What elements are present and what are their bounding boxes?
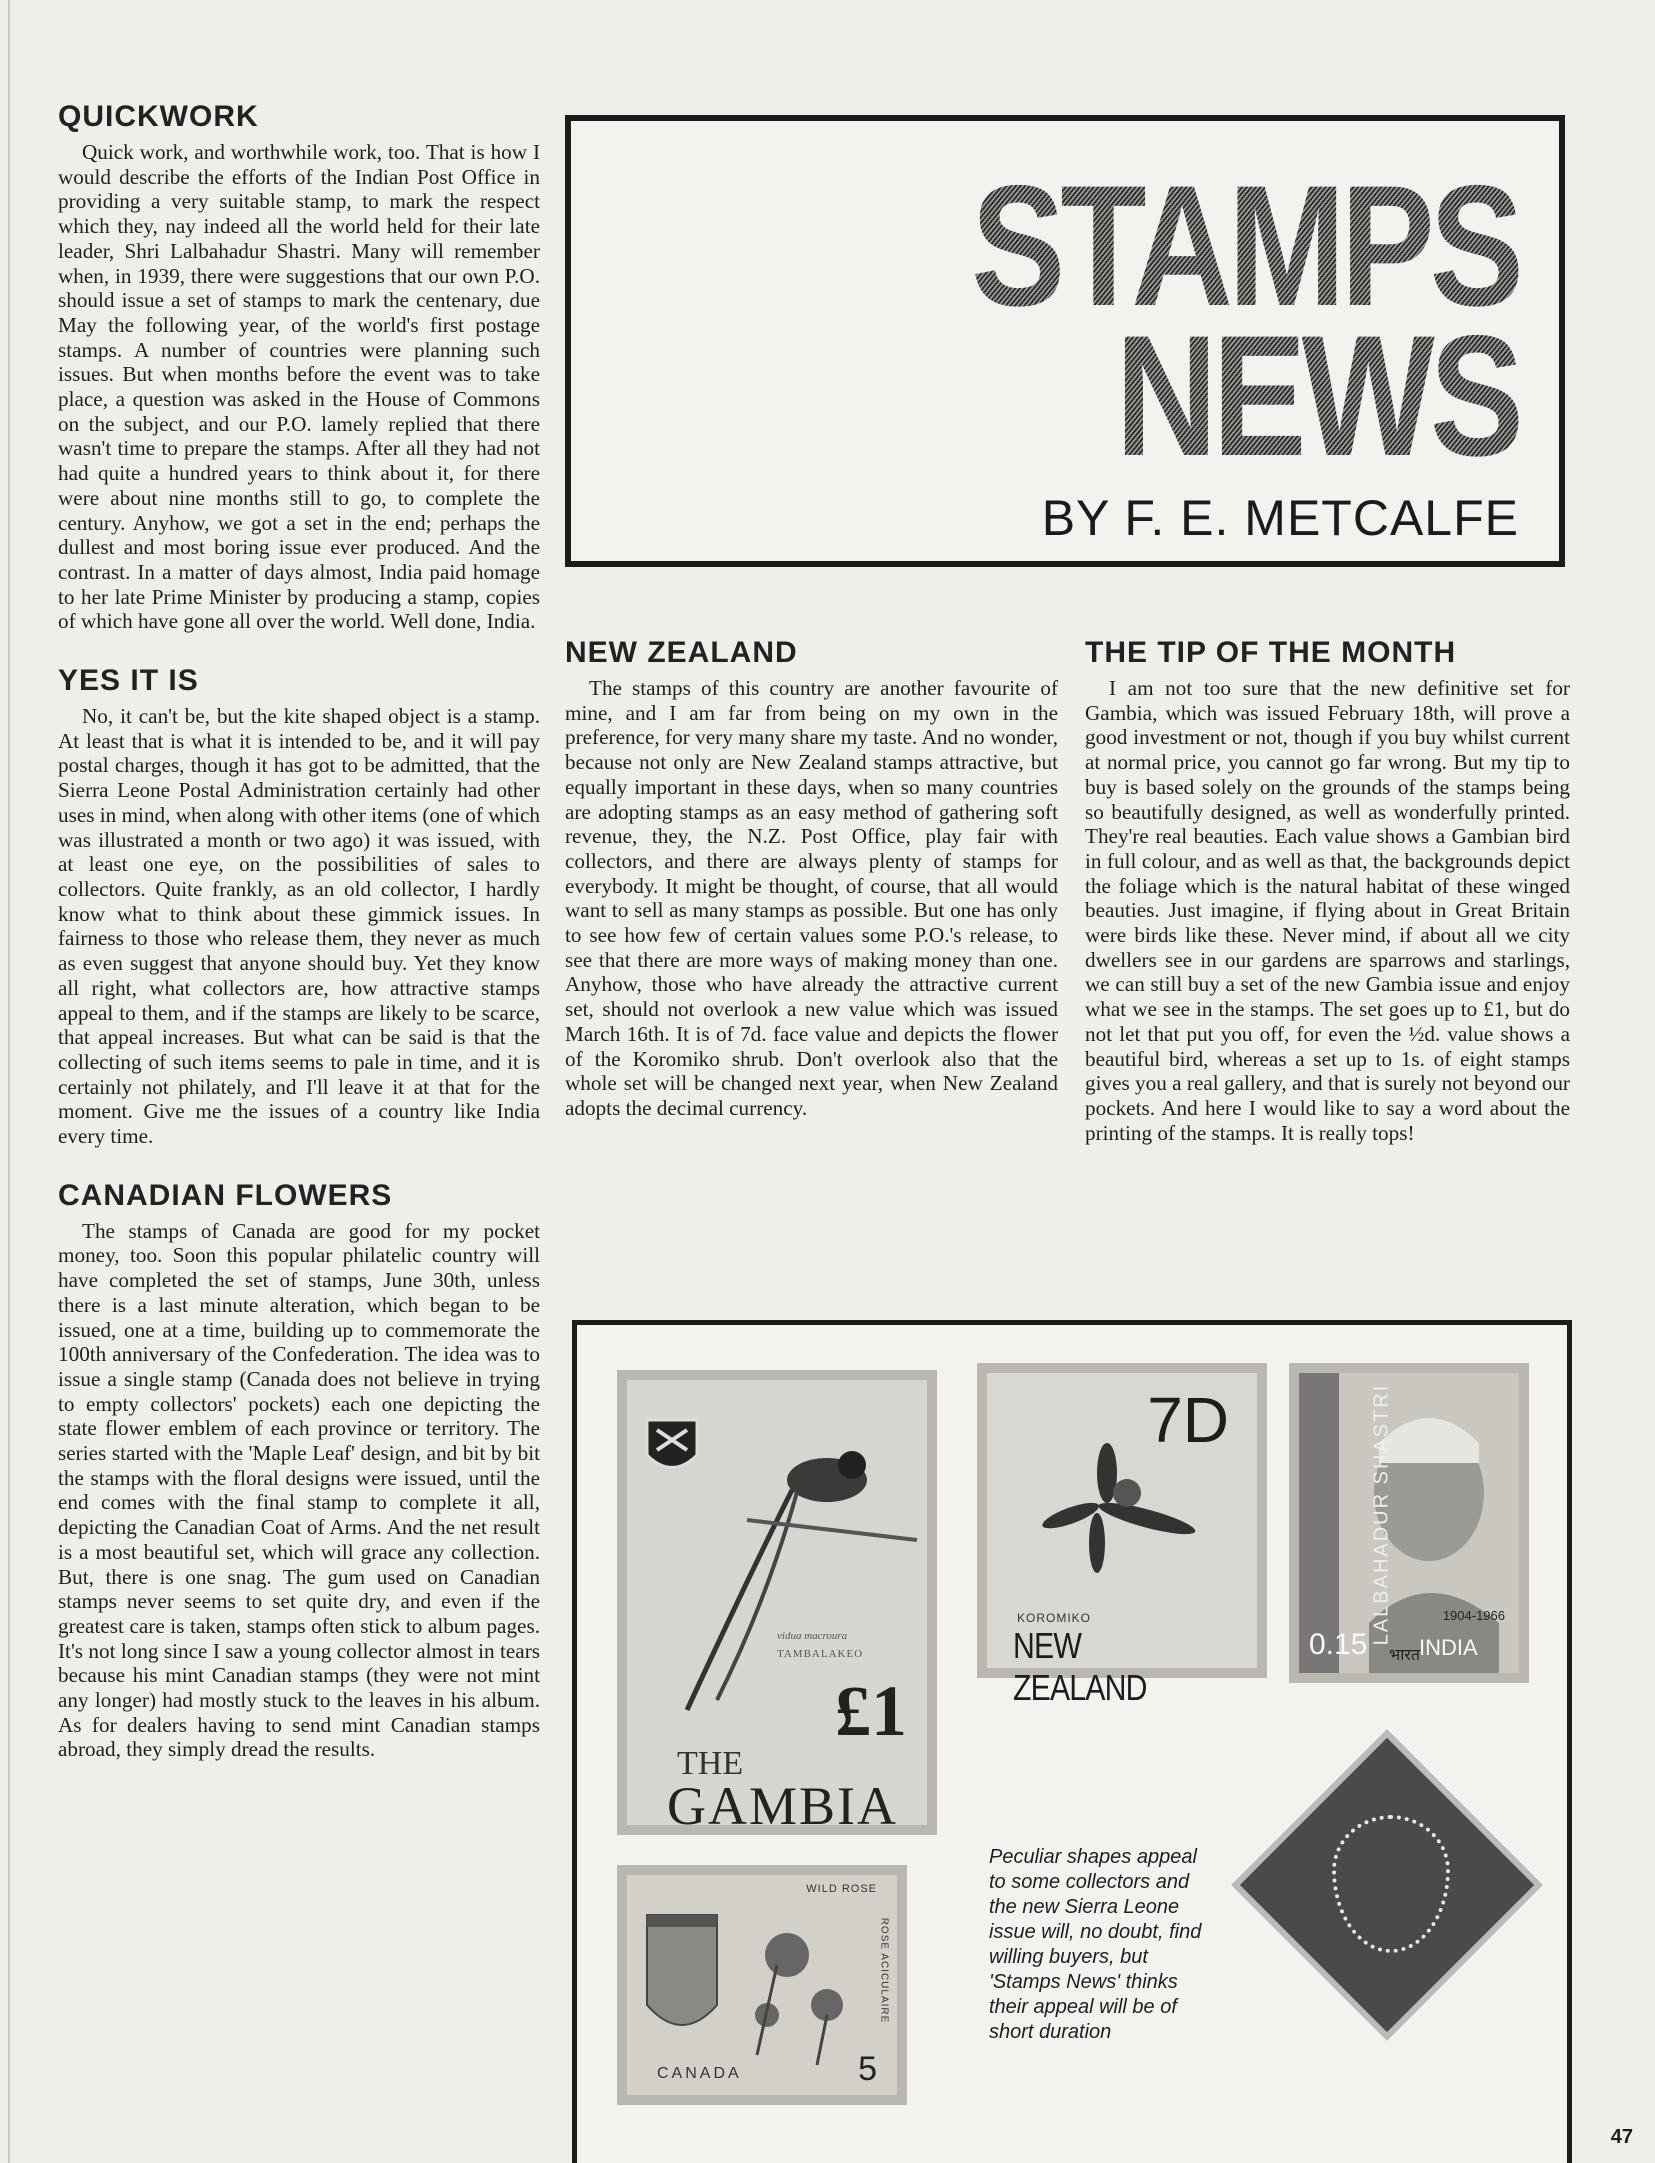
wild-rose-illustration xyxy=(627,1875,897,2095)
right-column xyxy=(1085,636,1570,1175)
heading-yes-it-is: YES IT IS xyxy=(58,664,199,698)
gambia-the: THE xyxy=(677,1745,744,1782)
alberta-shield-icon xyxy=(647,1915,717,2025)
body-new-zealand: The stamps of this country are another favourite of mine, and I am far from being on my own in the preference, for very many share my taste. And no wonder, because not only are New Zealand stamps attractive, but equally important in these days, when so many countries are adopting stamps as an easy method of gathering soft revenue, they, the N.Z. Post Office, play fair with collectors, and there are always plenty of stamps for everybody. It might be thought, of course, that all would want to sell as many stamps as possible. But one has only to see how few of certain values some P.O.'s release, to see that there are more ways of making money than one. Anyhow, those who have already the attractive current set, should not overlook a new value which was issued March 16th. It is of 7d. face value and depicts the flower of the Koromiko shrub. Don't overlook also that the whole set will be changed next year, when New Zealand adopts the decimal currency. xyxy=(565,676,1058,1120)
masthead-title-line1: STAMPS xyxy=(971,150,1519,342)
masthead-title-line2: NEWS xyxy=(1115,300,1519,492)
left-column xyxy=(58,100,540,1792)
gambia-value: £1 xyxy=(835,1671,907,1751)
article-new-zealand xyxy=(565,636,1058,1121)
nz-value: 7D xyxy=(1147,1384,1229,1456)
heading-tip-of-month: THE TIP OF THE MONTH xyxy=(1085,636,1457,669)
heading-new-zealand: NEW ZEALAND xyxy=(565,636,798,669)
heading-canadian-flowers: CANADIAN FLOWERS xyxy=(58,1178,393,1212)
india-country: INDIA xyxy=(1419,1635,1478,1660)
article-yes-it-is xyxy=(58,664,540,1149)
india-value: 0.15 xyxy=(1309,1628,1368,1661)
india-side-text: LALBAHADUR SHASTRI xyxy=(1370,1383,1393,1646)
article-canadian-flowers xyxy=(58,1179,540,1762)
masthead-title xyxy=(971,150,1519,492)
nz-country: NEW ZEALAND xyxy=(1013,1625,1147,1708)
body-quickwork: Quick work, and worthwhile work, too. That is how I would describe the efforts of the Indian Post Office in providing a very suitable stamp, to mark the respect which they, nay indeed all the world held for their late leader, Shri Lalbahadur Shastri. Many will remember when, in 1939, there were suggestions that our own P.O. should issue a set of stamps to mark the centenary, due May the following year, of the world's first postage stamps. A number of countries were planning such issues. But when months before the event was to take place, a question was asked in the House of Commons on the subject, and our P.O. lamely replied that there wasn't time to prepare the stamps. After all they had not had quite a hundred years to think about it, for there were about nine months still to go, to complete the century. Anyhow, we got a set in the end; perhaps the dullest and most boring issue ever produced. And the contrast. In a matter of days almost, India paid homage to her late Prime Minister by producing a stamp, copies of which have gone all over the world. Well done, India. xyxy=(58,140,540,634)
middle-column xyxy=(565,636,1058,1151)
canada-top-label: WILD ROSE xyxy=(806,1883,877,1895)
new-zealand-stamp xyxy=(977,1363,1267,1708)
canada-country: CANADA xyxy=(657,2065,742,2082)
body-yes-it-is: No, it can't be, but the kite shaped object is a stamp. At least that is what it is intended to be, and it will pay postal charges, though it has got to be admitted, that the Sierra Leone Postal Administration certainly had other uses in mind, when along with other items (one of which was illustrated a month or two ago) it was issued, with at least one eye, on the possibilities of sales to collectors. Quite frankly, as an old collector, I hardly know what to think about these gimmick issues. In fairness to those who release them, they never as much as even suggest that anyone should buy. Yet they know all right, what collectors are, how attractive stamps appeal to them, and if the stamps are likely to be scarce, that appeal increases. But what can be said is that the collecting of such items seems to pale in time, and it is certainly not philately, and I'll leave it at that for the moment. Give me the issues of a country like India every time. xyxy=(58,704,540,1149)
page-edge-rule xyxy=(8,0,10,2163)
gambia-bird-illustration xyxy=(627,1380,927,1825)
stamps-caption: Peculiar shapes appeal to some collectors and the new Sierra Leone issue will, no doubt, find willing buyers, but 'Stamps News' thinks their appeal will be of short duration xyxy=(989,1846,1202,2043)
bird-head xyxy=(838,1451,866,1479)
heading-quickwork: QUICKWORK xyxy=(58,100,259,133)
article-quickwork xyxy=(58,100,540,634)
article-tip-of-month xyxy=(1085,636,1570,1145)
body-canadian-flowers: The stamps of Canada are good for my pocket money, too. Soon this popular philatelic country will have completed the set of stamps, June 30th, unless there is a last minute alteration, which began to be issued, one at a time, building up to commemorate the 100th anniversary of the Confederation. The idea was to issue a single stamp (Canada does not believe in trying to empty collectors' pockets) each one depicting the state flower emblem of each province or territory. The series started with the 'Maple Leaf' design, and bit by bit the stamps with the floral designs were issued, until the end comes with the final stamp to complete it all, depicting the Canadian Coat of Arms. And the net result is a most beautiful set, which will grace any collection. But, there is one snag. The gum used on Canadian stamps never seems to set quite dry, and even if the greatest care is taken, stamps often stick to album pages. It's not long since I saw a young collector almost in tears because his mint Canadian stamps (they were not mint any longer) had mostly stuck to the leaves in his album. As for dealers having to send mint Canadian stamps abroad, they simply dread the results. xyxy=(58,1218,540,1762)
body-tip-of-month: I am not too sure that the new definitive set for Gambia, which was issued February 18th, will prove a good investment or not, though if you buy whilst current at normal price, you cannot go far wrong. But my tip to buy is based solely on the grounds of the stamps being so beautifully designed, as well as wonderfully printed. They're real beauties. Each value shows a Gambian bird in full colour, and as well as that, the backgrounds depict the foliage which is the natural habitat of these winged beauties. Just imagine, if flying about in Great Britain were birds like these. Never mind, if about all we city dwellers see in our gardens are sparrows and starlings, we can still buy a set of the new Gambia issue and enjoy what we see in the stamps. The set goes up to £1, but do not let that put you off, for even the ½d. value shows a beautiful bird, whereas a set up to 1s. of eight stamps gives you a real gallery, and that is surely not beyond our pockets. And here I would like to say a word about the printing of the stamps. It is really tops! xyxy=(1085,676,1570,1145)
india-stamp xyxy=(1289,1363,1529,1683)
gambia-crest-icon xyxy=(647,1420,697,1468)
masthead-byline: BY F. E. METCALFE xyxy=(1041,490,1519,546)
gambia-stamp xyxy=(617,1370,937,1835)
masthead-box xyxy=(565,115,1565,567)
canada-side-label: ROSE ACICULAIRE xyxy=(878,1917,890,2024)
page-number: 47 xyxy=(1610,2126,1633,2148)
india-years: 1904-1966 xyxy=(1442,1608,1505,1623)
gambia-country: GAMBIA xyxy=(667,1776,899,1836)
canada-value: 5 xyxy=(858,2050,877,2088)
nz-label: KOROMIKO xyxy=(1017,1611,1092,1625)
india-hindi: भारत xyxy=(1389,1647,1421,1664)
sierra-leone-stamp xyxy=(1237,1745,1537,2045)
stamps-panel xyxy=(572,1320,1572,2163)
gambia-latin-caption: vidua macroura xyxy=(777,1630,848,1642)
gambia-local-caption: TAMBALAKEO xyxy=(777,1648,864,1660)
canada-stamp xyxy=(617,1865,907,2105)
